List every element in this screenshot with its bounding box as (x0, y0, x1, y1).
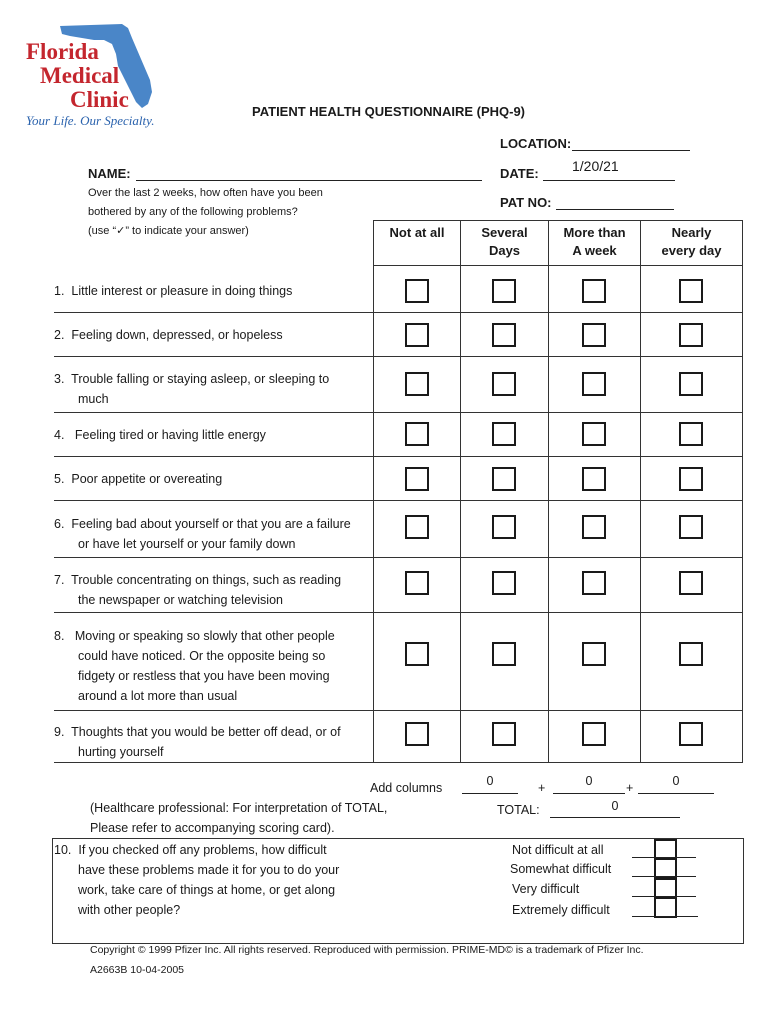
col-total-2[interactable]: 0 (585, 774, 593, 788)
q8-nearly-every-day-checkbox[interactable] (679, 642, 703, 666)
row-divider (54, 557, 743, 558)
instructions-3: (use “✓” to indicate your answer) (88, 225, 249, 237)
q6-nearly-every-day-checkbox[interactable] (679, 515, 703, 539)
row-divider (54, 710, 743, 711)
date-line[interactable] (543, 180, 675, 181)
location-line[interactable] (572, 150, 690, 151)
q2-several-days-checkbox[interactable] (492, 323, 516, 347)
q4-more-than-a-week-checkbox[interactable] (582, 422, 606, 446)
column-header-not-at-all: Not at all (389, 225, 445, 240)
column-header-more-than-a-week: More than A week (563, 225, 626, 258)
question-3: 3. Trouble falling or staying asleep, or sleeping to much (54, 372, 330, 406)
question-1: 1. Little interest or pleasure in doing things (54, 284, 293, 298)
question-6: 6. Feeling bad about yourself or that you are a failure or have let yourself or your family down (54, 517, 351, 551)
q9-more-than-a-week-checkbox[interactable] (582, 722, 606, 746)
col-total-3[interactable]: 0 (672, 774, 680, 788)
form-code: A2663B 10-04-2005 (90, 964, 184, 976)
q3-several-days-checkbox[interactable] (492, 372, 516, 396)
total-line (550, 817, 680, 818)
question-5: 5. Poor appetite or overeating (54, 472, 223, 486)
plus-sign-2: + (626, 781, 634, 795)
q2-nearly-every-day-checkbox[interactable] (679, 323, 703, 347)
total-value[interactable]: 0 (611, 799, 619, 813)
add-columns-label: Add columns (370, 781, 443, 795)
q10-somewhat-difficult-line (632, 876, 696, 877)
q9-several-days-checkbox[interactable] (492, 722, 516, 746)
q8-more-than-a-week-checkbox[interactable] (582, 642, 606, 666)
date-label: DATE: (500, 166, 539, 181)
hp-note-2: Please refer to accompanying scoring card). (90, 821, 335, 835)
row-divider (54, 412, 743, 413)
grid-col-divider (373, 220, 374, 762)
column-header-nearly-every-day: Nearly every day (661, 225, 722, 258)
row-divider (54, 456, 743, 457)
q2-more-than-a-week-checkbox[interactable] (582, 323, 606, 347)
q6-more-than-a-week-checkbox[interactable] (582, 515, 606, 539)
q7-not-at-all-checkbox[interactable] (405, 571, 429, 595)
q10-option-not-difficult: Not difficult at all (512, 843, 604, 857)
column-header-several-days: Several Days (481, 225, 528, 258)
grid-col-divider (742, 220, 743, 762)
q2-not-at-all-checkbox[interactable] (405, 323, 429, 347)
grid-col-divider (548, 220, 549, 762)
location-label: LOCATION: (500, 136, 572, 151)
q10-option-somewhat-difficult: Somewhat difficult (510, 862, 612, 876)
patno-label: PAT NO: (500, 195, 552, 210)
grid-col-divider (640, 220, 641, 762)
row-divider (54, 612, 743, 613)
date-value[interactable]: 1/20/21 (572, 158, 619, 174)
q8-several-days-checkbox[interactable] (492, 642, 516, 666)
q9-nearly-every-day-checkbox[interactable] (679, 722, 703, 746)
q10-option-very-difficult: Very difficult (512, 882, 580, 896)
col-total-1[interactable]: 0 (486, 774, 494, 788)
question-8: 8. Moving or speaking so slowly that other people could have noticed. Or the opposite being so fidgety or restless that you have been moving around a lot more than usual (54, 629, 335, 703)
q7-nearly-every-day-checkbox[interactable] (679, 571, 703, 595)
name-label: NAME: (88, 166, 131, 181)
hp-note-1: (Healthcare professional: For interpretation of TOTAL, (90, 801, 388, 815)
q1-not-at-all-checkbox[interactable] (405, 279, 429, 303)
q7-more-than-a-week-checkbox[interactable] (582, 571, 606, 595)
q3-not-at-all-checkbox[interactable] (405, 372, 429, 396)
q3-nearly-every-day-checkbox[interactable] (679, 372, 703, 396)
q5-several-days-checkbox[interactable] (492, 467, 516, 491)
q6-several-days-checkbox[interactable] (492, 515, 516, 539)
total-label: TOTAL: (497, 803, 540, 817)
q8-not-at-all-checkbox[interactable] (405, 642, 429, 666)
q1-several-days-checkbox[interactable] (492, 279, 516, 303)
q5-not-at-all-checkbox[interactable] (405, 467, 429, 491)
plus-sign-1: + (538, 781, 546, 795)
q10-option-extremely-difficult: Extremely difficult (512, 903, 610, 917)
logo-tagline: Your Life. Our Specialty. (26, 113, 155, 128)
col-total-1-line (462, 793, 518, 794)
row-divider (54, 312, 743, 313)
copyright-text: Copyright © 1999 Pfizer Inc. All rights reserved. Reproduced with permission. PRIME-MD© is a trademark of Pfizer Inc. (90, 944, 644, 956)
q4-nearly-every-day-checkbox[interactable] (679, 422, 703, 446)
q10-extremely-difficult-line (632, 916, 698, 917)
q5-more-than-a-week-checkbox[interactable] (582, 467, 606, 491)
row-divider (54, 762, 743, 763)
question-4: 4. Feeling tired or having little energy (54, 428, 266, 442)
row-divider (54, 500, 743, 501)
q7-several-days-checkbox[interactable] (492, 571, 516, 595)
q5-nearly-every-day-checkbox[interactable] (679, 467, 703, 491)
q1-more-than-a-week-checkbox[interactable] (582, 279, 606, 303)
logo-line-2: Medical (40, 63, 120, 88)
grid-col-divider (460, 220, 461, 762)
q4-not-at-all-checkbox[interactable] (405, 422, 429, 446)
question-2: 2. Feeling down, depressed, or hopeless (54, 328, 283, 342)
q10-extremely-difficult-checkbox[interactable] (654, 897, 677, 918)
question-9: 9. Thoughts that you would be better off dead, or of hurting yourself (54, 725, 341, 759)
grid-header-line (373, 265, 743, 266)
logo-line-3: Clinic (70, 87, 129, 112)
col-total-3-line (638, 793, 714, 794)
q1-nearly-every-day-checkbox[interactable] (679, 279, 703, 303)
grid-top-line (373, 220, 743, 221)
col-total-2-line (553, 793, 625, 794)
q9-not-at-all-checkbox[interactable] (405, 722, 429, 746)
form-title: PATIENT HEALTH QUESTIONNAIRE (PHQ-9) (252, 104, 525, 119)
row-divider (54, 356, 743, 357)
question-7: 7. Trouble concentrating on things, such as reading the newspaper or watching television (54, 573, 342, 607)
instructions-2: bothered by any of the following problems? (88, 206, 298, 218)
question-10: 10. If you checked off any problems, how difficult have these problems made it for you to do your work, take care of things at home, or get along with other people? (54, 843, 340, 917)
instructions-1: Over the last 2 weeks, how often have you been (88, 187, 323, 199)
patno-line[interactable] (556, 209, 674, 210)
q6-not-at-all-checkbox[interactable] (405, 515, 429, 539)
logo-line-1: Florida (26, 39, 99, 64)
name-line[interactable] (136, 180, 482, 181)
q3-more-than-a-week-checkbox[interactable] (582, 372, 606, 396)
q4-several-days-checkbox[interactable] (492, 422, 516, 446)
